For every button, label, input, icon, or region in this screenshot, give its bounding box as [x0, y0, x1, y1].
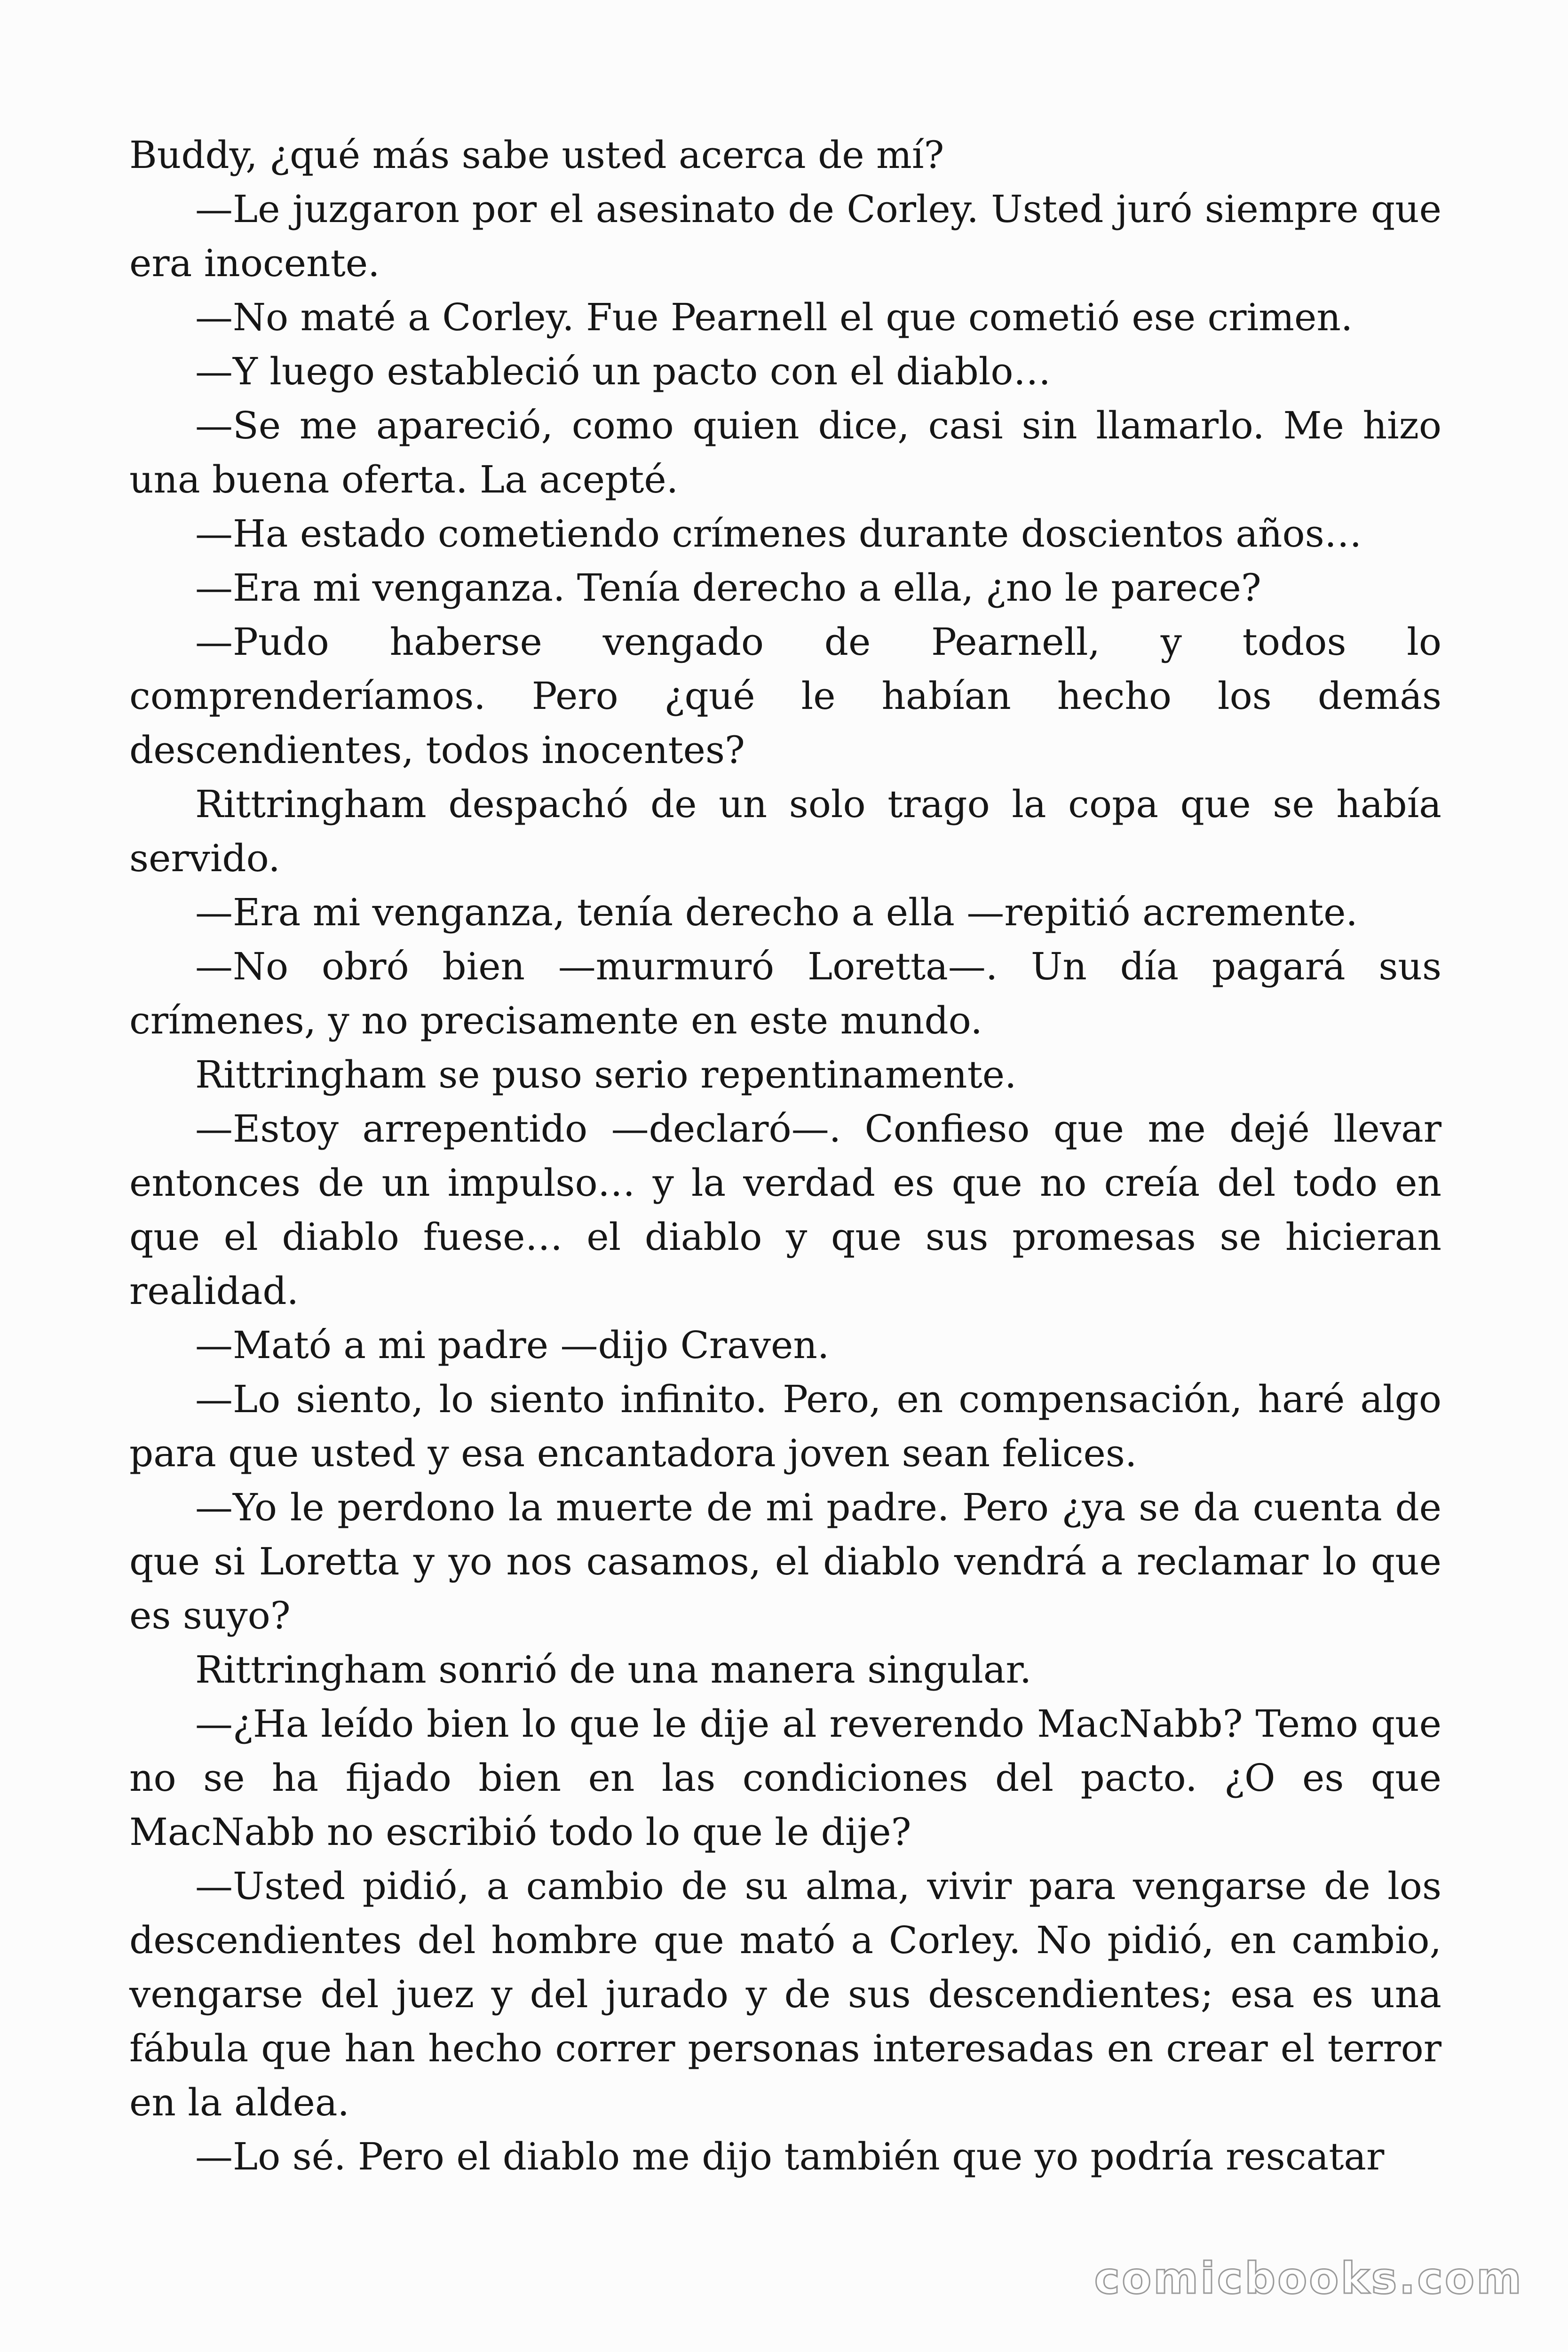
paragraph: Rittringham sonrió de una manera singular.	[195, 1648, 1032, 1692]
paragraph: —No obró bien —murmuró Loretta—. Un día pagará sus crímenes, y no precisamente en este mundo.	[129, 945, 1441, 1042]
paragraph: Buddy, ¿qué más sabe usted acerca de mí?	[129, 133, 944, 177]
paragraph: —Lo siento, lo siento infinito. Pero, en compensación, haré algo para que usted y esa encantadora joven sean felices.	[129, 1377, 1441, 1475]
paragraph: —Era mi venganza, tenía derecho a ella —repitió acremente.	[195, 890, 1358, 934]
paragraph: Rittringham se puso serio repentinamente.	[195, 1053, 1017, 1097]
paragraph: Rittringham despachó de un solo trago la copa que se había servido.	[129, 782, 1441, 880]
watermark: comicbooks.com	[1094, 2253, 1523, 2304]
paragraph: —Y luego estableció un pacto con el diablo…	[195, 350, 1051, 393]
paragraph: —Lo sé. Pero el diablo me dijo también que yo podría rescatar	[195, 2135, 1385, 2178]
paragraph: —¿Ha leído bien lo que le dije al reverendo MacNabb? Temo que no se ha fijado bien en las condiciones del pacto. ¿O es que MacNabb no escribió todo lo que le dije?	[129, 1702, 1441, 1854]
paragraph: —Mató a mi padre —dijo Craven.	[195, 1323, 830, 1367]
paragraph: —Era mi venganza. Tenía derecho a ella, ¿no le parece?	[195, 566, 1261, 610]
paragraph: —Se me apareció, como quien dice, casi sin llamarlo. Me hizo una buena oferta. La acepté.	[129, 404, 1441, 501]
paragraph: —No maté a Corley. Fue Pearnell el que cometió ese crimen.	[195, 295, 1353, 339]
paragraph: —Estoy arrepentido —declaró—. Confieso que me dejé llevar entonces de un impulso… y la verdad es que no creía del todo en que el diablo fuese… el diablo y que sus promesas se hicieran realidad.	[129, 1107, 1441, 1313]
paragraph: —Usted pidió, a cambio de su alma, vivir para vengarse de los descendientes del hombre que mató a Corley. No pidió, en cambio, vengarse del juez y del jurado y de sus descendientes; esa es una fábula que han hecho correr personas interesadas en crear el terror en la aldea.	[129, 1864, 1441, 2124]
paragraph: —Yo le perdono la muerte de mi padre. Pero ¿ya se da cuenta de que si Loretta y yo nos casamos, el diablo vendrá a reclamar lo que es suyo?	[129, 1486, 1441, 1637]
paragraph: —Pudo haberse vengado de Pearnell, y todos lo comprenderíamos. Pero ¿qué le habían hecho los demás descendientes, todos inocentes?	[129, 620, 1441, 772]
paragraph: —Ha estado cometiendo crímenes durante doscientos años…	[195, 512, 1362, 556]
book-page-text	[129, 128, 1441, 2178]
paragraph: —Le juzgaron por el asesinato de Corley. Usted juró siempre que era inocente.	[129, 187, 1441, 285]
